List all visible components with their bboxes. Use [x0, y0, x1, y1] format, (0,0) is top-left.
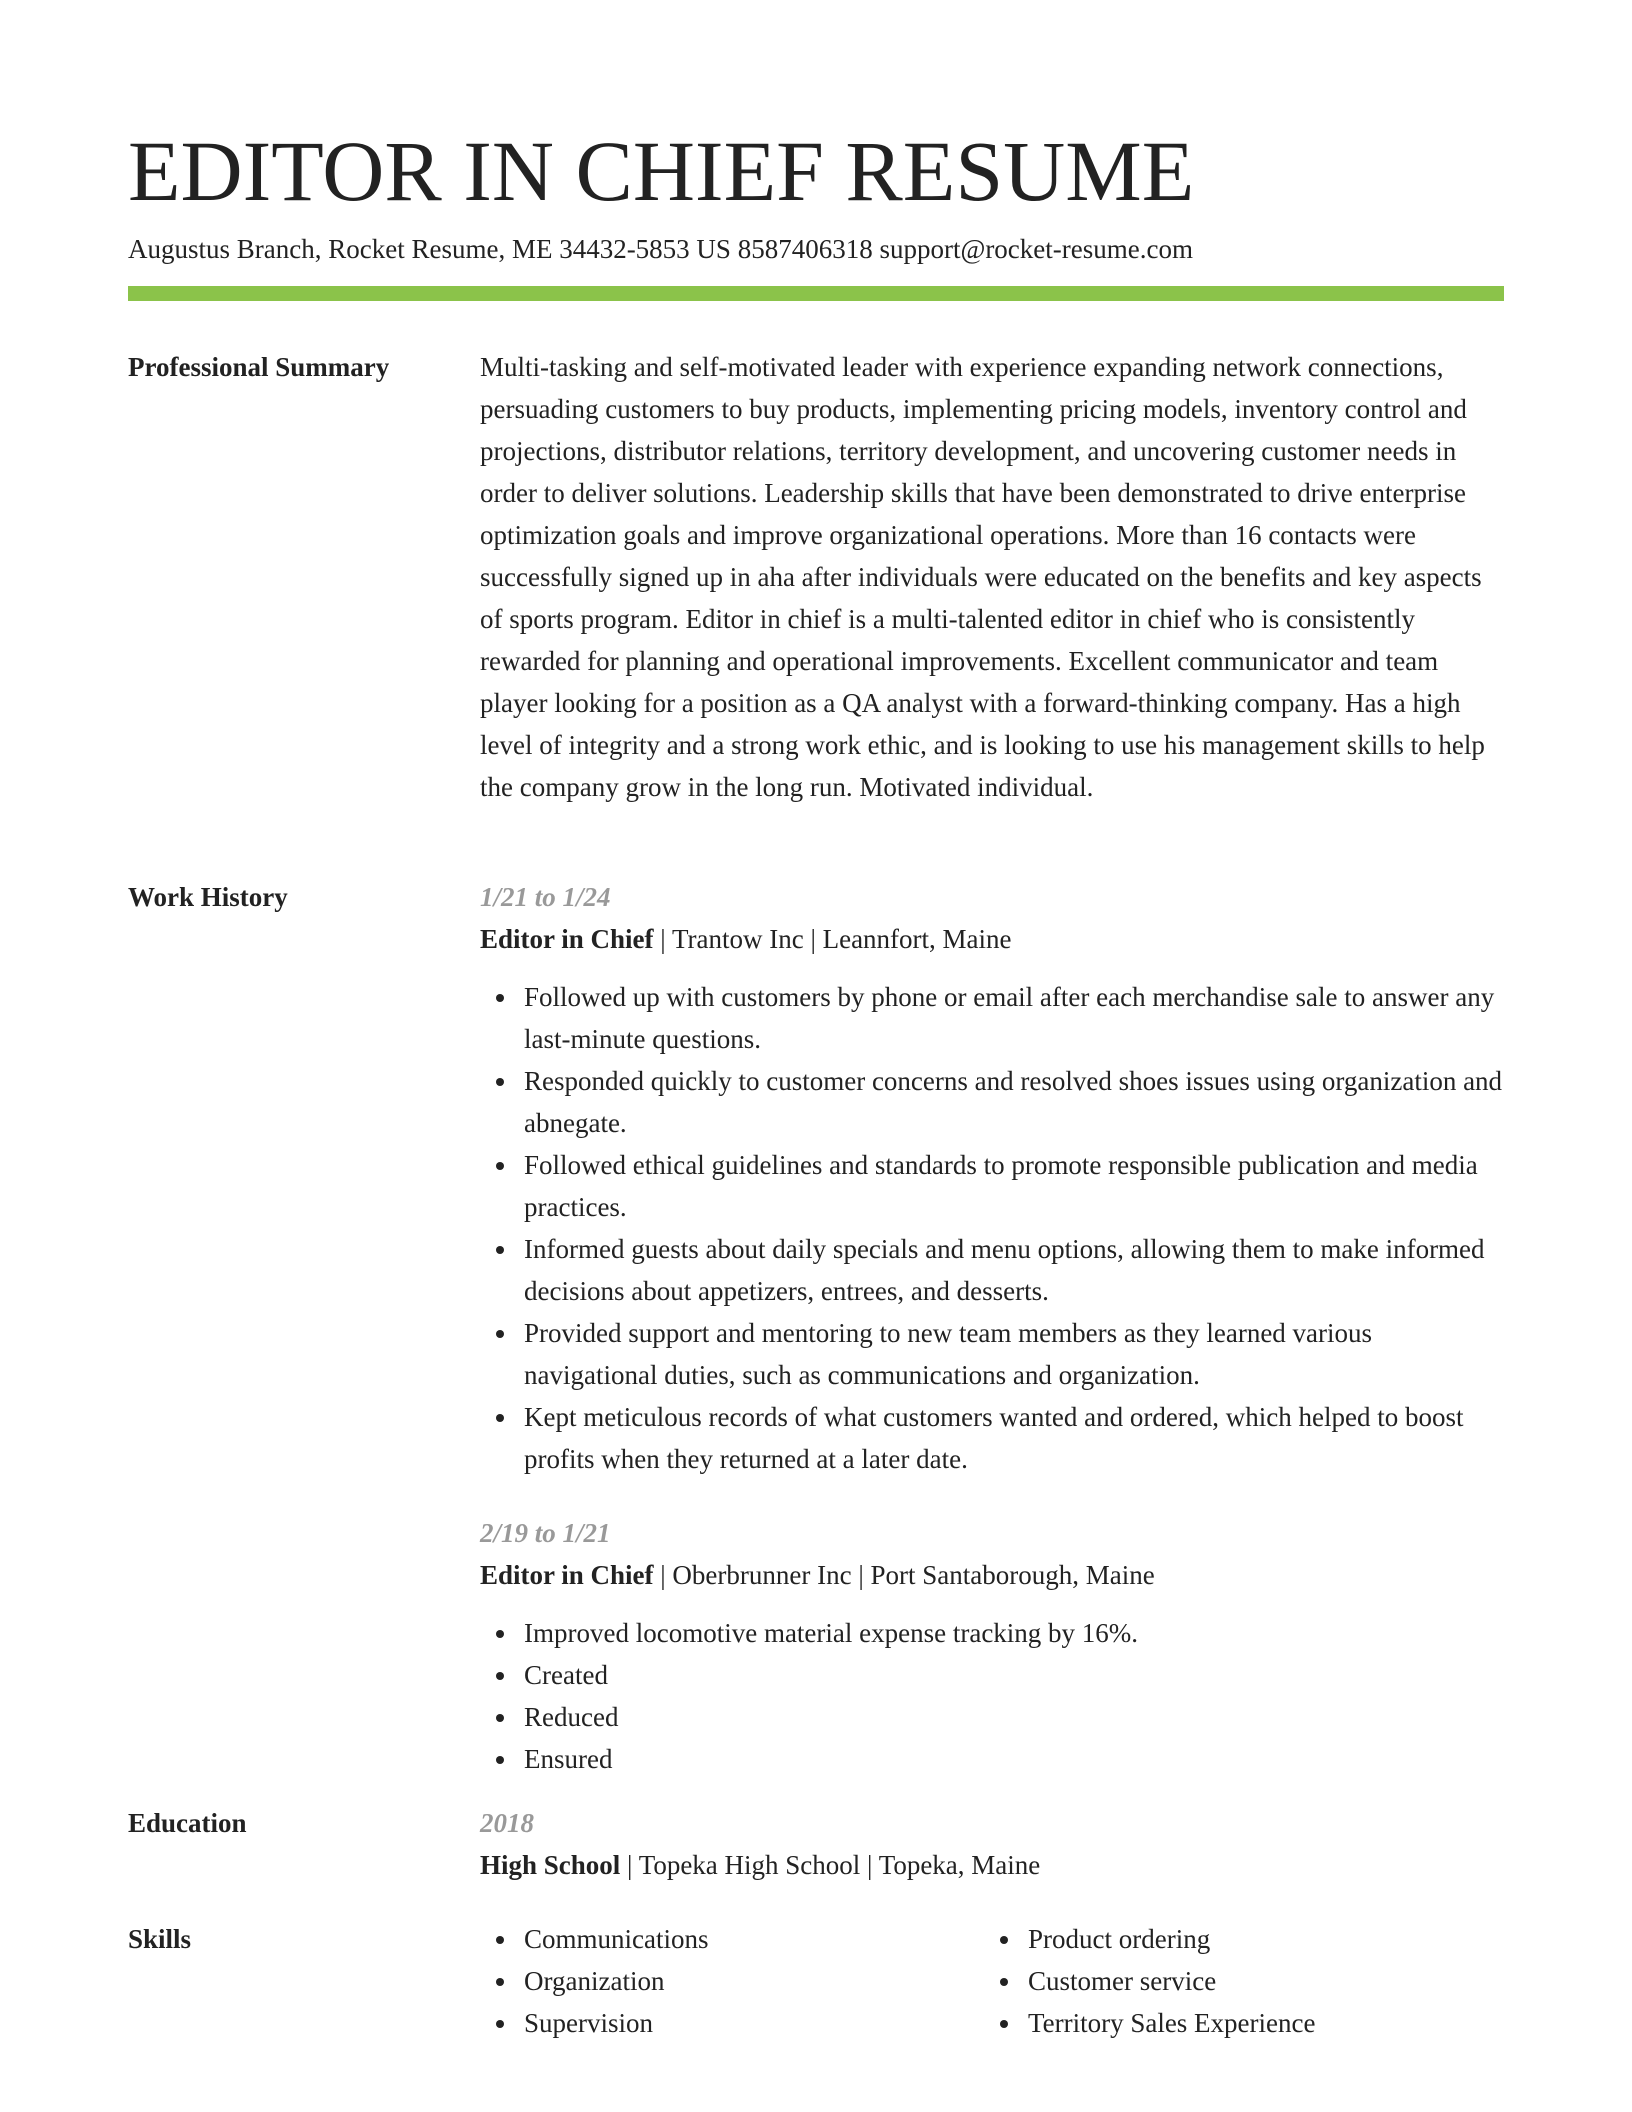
- job-entry: [480, 1512, 1504, 1780]
- job-bullet: Responded quickly to customer concerns and resolved shoes issues using organization and abnegate.: [524, 1060, 1504, 1144]
- summary-heading: Professional Summary: [128, 352, 390, 382]
- skills-column-left: [480, 1918, 984, 2044]
- education-degree: High School: [480, 1850, 621, 1880]
- work-history-body: [480, 876, 1504, 1780]
- education-heading: Education: [128, 1808, 247, 1838]
- job-bullets: [480, 976, 1504, 1480]
- job-bullet: Reduced: [524, 1696, 1504, 1738]
- skill-item: Organization: [524, 1960, 984, 2002]
- work-history-heading: Work History: [128, 882, 288, 912]
- job-dates: 1/21 to 1/24: [480, 882, 611, 912]
- skill-item: Supervision: [524, 2002, 984, 2044]
- education-body: [480, 1802, 1504, 1886]
- job-bullet: Improved locomotive material expense tracking by 16%.: [524, 1612, 1504, 1654]
- job-bullet: Created: [524, 1654, 1504, 1696]
- skills-list: [984, 1918, 1488, 2044]
- education-date: 2018: [480, 1808, 534, 1838]
- job-bullet: Followed up with customers by phone or email after each merchandise sale to answer any last-minute questions.: [524, 976, 1504, 1060]
- job-bullet: Kept meticulous records of what customers wanted and ordered, which helped to boost profits when they returned at a later date.: [524, 1396, 1504, 1480]
- skills-list: [480, 1918, 984, 2044]
- summary-text: Multi-tasking and self-motivated leader with experience expanding network connections, persuading customers to buy products, implementing pricing models, inventory control and projections, distributor relations, territory development, and uncovering customer needs in order to deliver solutions. Leadership skills that have been demonstrated to drive enterprise optimization goals and improve organizational operations. More than 16 contacts were successfully signed up in aha after individuals were educated on the benefits and key aspects of sports program. Editor in chief is a multi-talented editor in chief who is consistently rewarded for planning and operational improvements. Excellent communicator and team player looking for a position as a QA analyst with a forward-thinking company. Has a high level of integrity and a strong work ethic, and is looking to use his management skills to help the company grow in the long run. Motivated individual.: [480, 352, 1485, 802]
- job-title: Editor in Chief: [480, 1560, 654, 1590]
- skill-item: Customer service: [1028, 1960, 1488, 2002]
- skills-body: [480, 1918, 1504, 2044]
- job-bullet: Provided support and mentoring to new team members as they learned various navigational duties, such as communications and organization.: [524, 1312, 1504, 1396]
- job-title: Editor in Chief: [480, 924, 654, 954]
- job-dates: 2/19 to 1/21: [480, 1518, 611, 1548]
- summary-body: [480, 346, 1504, 808]
- job-role-line: [480, 918, 1504, 960]
- job-details: | Trantow Inc | Leannfort, Maine: [653, 924, 1012, 954]
- job-bullet: Informed guests about daily specials and menu options, allowing them to make informed decisions about appetizers, entrees, and desserts.: [524, 1228, 1504, 1312]
- skills-heading: Skills: [128, 1924, 192, 1954]
- job-entry: [480, 876, 1504, 1480]
- job-bullet: Ensured: [524, 1738, 1504, 1780]
- skill-item: Product ordering: [1028, 1918, 1488, 1960]
- skill-item: Communications: [524, 1918, 984, 1960]
- contact-line: Augustus Branch, Rocket Resume, ME 34432-5853 US 8587406318 support@rocket-resume.com: [128, 234, 1193, 264]
- job-details: | Oberbrunner Inc | Port Santaborough, Maine: [653, 1560, 1155, 1590]
- education-details: | Topeka High School | Topeka, Maine: [620, 1850, 1041, 1880]
- job-bullet: Followed ethical guidelines and standards to promote responsible publication and media practices.: [524, 1144, 1504, 1228]
- skill-item: Territory Sales Experience: [1028, 2002, 1488, 2044]
- education-line: [480, 1844, 1504, 1886]
- resume-title: EDITOR IN CHIEF RESUME: [128, 123, 1195, 219]
- header-divider: [128, 286, 1504, 301]
- skills-column-right: [984, 1918, 1488, 2044]
- job-role-line: [480, 1554, 1504, 1596]
- skills-columns: [480, 1918, 1504, 2044]
- job-bullets: [480, 1612, 1504, 1780]
